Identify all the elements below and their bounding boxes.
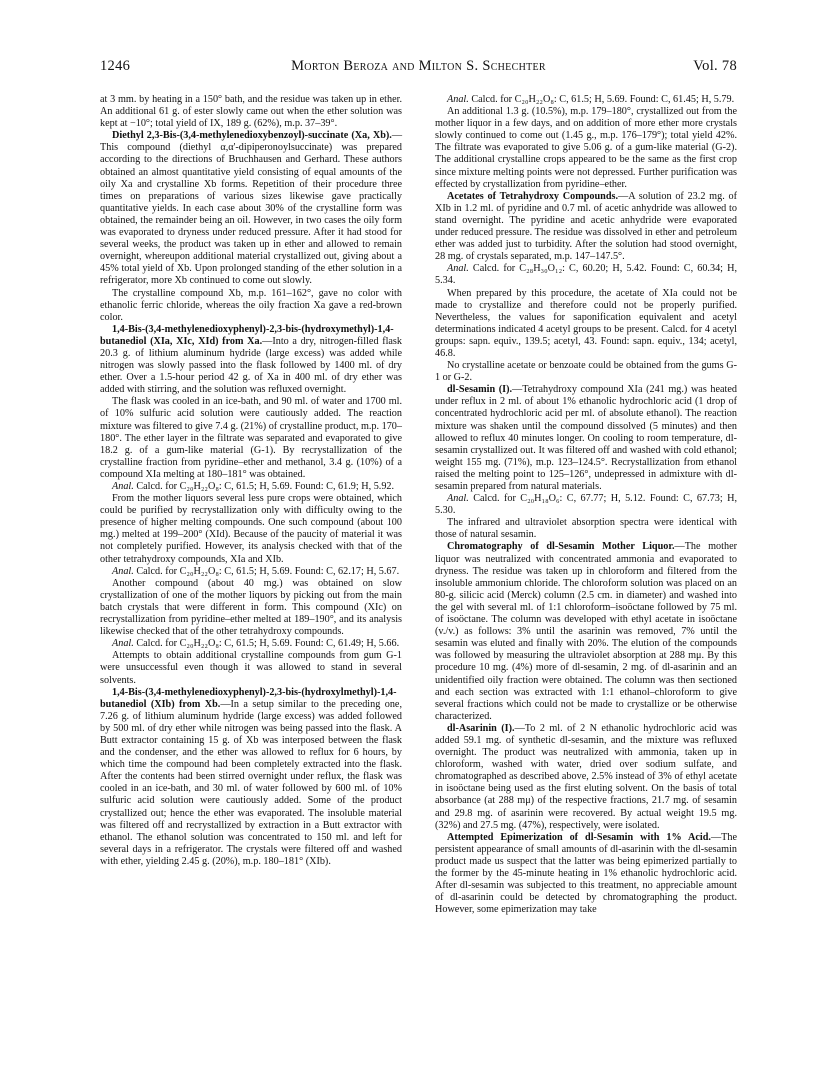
- analysis-line: Anal. Calcd. for C₂₀H₁₈O₆: C, 67.77; H, 5.12. Found: C, 67.73; H, 5.30.: [435, 493, 738, 517]
- paragraph: Another compound (about 40 mg.) was obtained on slow crystallization of one of the mother liquors by picking out from the main batch crystals that were different in form. This compound (XIc) on recrystallization from pyridine–ether melted at 189–190°, and its analysis likewise checked that of the other tetrahydroxy compounds.: [100, 577, 402, 638]
- page-number: 1246: [100, 58, 131, 74]
- paragraph: The flask was cooled in an ice-bath, and 90 ml. of water and 1700 ml. of 10% sulfuric acid solution were cautiously added. The reaction mixture was filtered to give 7.4 g. (21%) of crystalline product, m.p. 170–180°. The ether layer in the filtrate was separated and evaporated to give 18.2 g. of a gum-like material (G-1). By recrystallization of the crystalline fraction from pyridine–ether and methanol, 3.4 g. (10%) of a compound XIa melting at 180–181° was obtained.: [100, 396, 402, 480]
- paragraph: [100, 130, 402, 287]
- section-heading: dl-Asarinin (I).: [447, 722, 515, 734]
- analysis-line: Anal. Calcd. for C₂₀H₂₂O₈: C, 61.5; H, 5.69. Found: C, 61.9; H, 5.92.: [112, 481, 395, 492]
- section-heading: Chromatography of dl-Sesamin Mother Liquor.: [447, 541, 675, 553]
- paragraph: at 3 mm. by heating in a 150° bath, and the residue was taken up in ether. An additional 61 g. of ester slowly came out when the ether solution was kept at −10°; total yield of IX, 189 g. (62%), m.p. 37–39°.: [100, 94, 402, 130]
- paragraph: From the mother liquors several less pure crops were obtained, which could be purified by recrystallization only with difficulty owing to the presence of higher melting compounds. One such compound (about 100 mg.) melted at 199–200° (XId). Because of the paucity of material it was not completely purified. However, its analysis checked with that of the other tetrahydroxy compounds, XIa and XIb.: [100, 493, 402, 565]
- section-heading: Attempted Epimerization of dl-Sesamin with 1% Acid.: [447, 831, 711, 843]
- paragraph: [435, 541, 737, 722]
- paragraph-body: —The persistent appearance of small amounts of dl-asarinin with the dl-sesamin product made us suspect that the latter was being epimerized partially to the former by the 45-minute heating in 1% ethanolic hydrochloric acid. After dl-sesamin was subjected to this treatment, no appreciable amount of dl-asarinin could be detected by chromatographing the product. However, some epimerization may take: [435, 831, 737, 916]
- paragraph: Attempts to obtain additional crystalline compounds from gum G-1 were unsuccessful even though it was allowed to stand in several solvents.: [100, 650, 402, 686]
- right-column: [435, 94, 737, 916]
- paragraph-body: —A solution of 23.2 mg. of XIb in 1.2 ml. of pyridine and 0.7 ml. of acetic anhydride was allowed to stand overnight. The pyridine and acetic anhydride were evaporated under reduced pressure. The residue was dissolved in ether and petroleum ether was added just to turbidity. After the solution had stood overnight, 28 mg. of crystals separated, m.p. 147–147.5°.: [435, 190, 737, 263]
- paragraph-body: —To 2 ml. of 2 N ethanolic hydrochloric acid was added 59.1 mg. of synthetic dl-sesamin, and the mixture was refluxed overnight. The product was neutralized with ammonia, taken up in chloroform, washed with water, dried over sodium sulfate, and chromatographed as described above, 2.5% instead of 3% of ethyl acetate in isoöctane being used as the first eluting solvent. On the basis of total absorbance (at 288 mμ) of the respective fractions, 21.7 mg. of sesamin and 29.8 mg. of asarinin were recovered. By actual weight 19.5 mg. (32%) and 27.5 mg. (47%), respectively, were isolated.: [435, 722, 737, 831]
- paragraph: An additional 1.3 g. (10.5%), m.p. 179–180°, crystallized out from the mother liquor in a few days, and on addition of more ether more crystals slowly continued to come out (1.45 g., m.p. 176–179°); total yield 42%. The filtrate was evaporated to give 5.06 g. of a gum-like material (G-2). The additional crystalline crops appeared to be the same as the first crop since mixture melting points were not depressed. Further purification was effected by crystallization from pyridine–ether.: [435, 106, 737, 190]
- analysis-line: Anal. Calcd. for C₂₈H₃₀O₁₂: C, 60.20; H, 5.42. Found: C, 60.34; H, 5.34.: [435, 263, 737, 287]
- left-column: [100, 94, 402, 868]
- analysis-line: Anal. Calcd. for C₂₀H₂₂O₈: C, 61.5; H, 5.69. Found: C, 61.45; H, 5.79.: [447, 94, 735, 105]
- paragraph: [435, 384, 737, 493]
- section-heading: Diethyl 2,3-Bis-(3,4-methylenedioxybenzoyl)-succinate (Xa, Xb).: [112, 130, 392, 142]
- paragraph-body: —Tetrahydroxy compound XIa (241 mg.) was heated under reflux in 2 ml. of about 1% ethanolic hydrochloric acid (1 drop of concentrated hydrochloric acid per ml. of absolute ethanol). The reaction mixture was shaken until the compound dissolved (5 minutes) and then allowed to reflux 40 minutes longer. On cooling to room temperature, dl-sesamin crystallized out. It was filtered off and washed with cold ethanol; weight 155 mg. (71%), m.p. 123–124.5°. Recrystallization from ethanol raised the melting point to 125–126°, undepressed in admixture with dl-sesamin prepared from natural materials.: [435, 384, 737, 492]
- paragraph-body: —This compound (diethyl α,α'-dipiperonoylsuccinate) was prepared according to the directions of Bruchhausen and Gerhard. These authors obtained an almost quantitative yield consisting of equal amounts of the oily Xa and crystalline Xb forms. Repetition of their procedure three times on preparations of various sizes likewise gave practically quantitative yields. In each case about 30% of the crystalline form was obtained, the remainder being an oil. However, in two cases the oily form was evaporated to dryness under reduced pressure. After it had stood for several weeks, the product was taken up in ether and allowed to remain overnight, whereupon additional material crystallized out, giving about a 45% total yield of Xb. Upon prolonged standing of the ether solution in a refrigerator, more Xb continued to come out slowly.: [100, 130, 402, 287]
- paragraph: The infrared and ultraviolet absorption spectra were identical with those of natural sesamin.: [435, 517, 737, 541]
- paragraph: [435, 832, 737, 917]
- paragraph: The crystalline compound Xb, m.p. 161–162°, gave no color with ethanolic ferric chloride, whereas the oily fraction Xa gave a red-brown color.: [100, 287, 402, 323]
- paragraph-body: —Into a dry, nitrogen-filled flask 20.3 g. of lithium aluminum hydride (large excess) was added while nitrogen was slowly passed into the flask followed by 1400 ml. of dry ether. Over a 1.5-hour period 42 g. of Xa in 400 ml. of dry ether was added with stirring, and the solution was refluxed overnight.: [100, 335, 402, 396]
- running-title: Morton Beroza and Milton S. Schechter: [291, 58, 546, 74]
- paragraph: [435, 191, 737, 264]
- paragraph: [435, 723, 737, 832]
- paragraph: [100, 687, 402, 868]
- analysis-line: Anal. Calcd. for C₂₀H₂₂O₈: C, 61.5; H, 5.69. Found: C, 61.49; H, 5.66.: [112, 638, 400, 650]
- paragraph: No crystalline acetate or benzoate could be obtained from the gums G-1 or G-2.: [435, 360, 737, 384]
- paragraph-body: —The mother liquor was neutralized with concentrated ammonia and evaporated to dryness. The residue was taken up in chloroform and filtered from the insoluble ammonium chloride. The chloroform solution was placed on an 80-g. silicic acid (Merck) column (2.5 cm. in diameter) and washed into the gel with several ml. of 1:1 chloroform–isoöctane followed by 75 ml. of isoöctane. The column was developed with ethyl acetate in isoöctane (v./v.) as follows: 3% until the asarinin was removed, 7% until the sesamin was eluted and finally with 20%. The elution of the compounds was followed by measuring the ultraviolet absorption at 288 mμ. By this procedure 10 mg. (4%) more of dl-sesamin, 2 mg. of dl-asarinin and an unidentified oily fraction were obtained. The column was then sectioned and each section was extracted with 1:1 ethanol–chloroform to give several fractions which could not be made to crystallize or be otherwise characterized.: [435, 541, 737, 722]
- page-header: [100, 58, 737, 80]
- paragraph-body: —In a setup similar to the preceding one, 7.26 g. of lithium aluminum hydride (large excess) was added followed by 500 ml. of dry ether while nitrogen was being passed into the flask. A Butt extractor containing 15 g. of Xb was interposed between the flask and the condenser, and the ether was allowed to reflux for 6 hours, by which time the compound had been completely extracted into the flask. After the contents had been stirred overnight under reflux, the flask was cooled in an ice-bath, and 30 ml. of water followed by 600 ml. of 10% sulfuric acid solution were cautiously added. Some of the product crystallized out; hence the ether was evaporated. The insoluble material was filtered off and recrystallized by extraction in a Butt extractor with ethanol. The ethanol solution was concentrated to 150 ml. and left for several days in a refrigerator. The crystals were filtered off and washed with ether, yielding 2.45 g. (20%), m.p. 180–181° (XIb).: [100, 698, 402, 867]
- section-heading: 1,4-Bis-(3,4-methylenedioxyphenyl)-2,3-bis-(hydroxylmethyl)-1,4-butanediol (XIb) from Xb.: [100, 686, 397, 710]
- section-heading: dl-Sesamin (I).: [447, 384, 513, 396]
- analysis-line: Anal. Calcd. for C₂₀H₂₂O₈: C, 61.5; H, 5.69. Found: C, 62.17; H, 5.67.: [112, 565, 400, 577]
- volume-label: Vol. 78: [693, 58, 737, 74]
- section-heading: Acetates of Tetrahydroxy Compounds.: [447, 190, 618, 202]
- paragraph: [100, 324, 402, 397]
- section-heading: 1,4-Bis-(3,4-methylenedioxyphenyl)-2,3-bis-(hydroxymethyl)-1,4-butanediol (XIa, XIc, XId) from Xa.: [100, 323, 394, 347]
- paragraph: When prepared by this procedure, the acetate of XIa could not be made to crystallize and therefore could not be properly purified. Nevertheless, the values for saponification equivalent and acetyl determinations indicated 4 acetyl groups to be present. Calcd. for 4 acetyl groups: sapn. equiv., 139.5; acetyl, 43. Found: sapn. equiv., 134; acetyl, 46.8.: [435, 287, 737, 359]
